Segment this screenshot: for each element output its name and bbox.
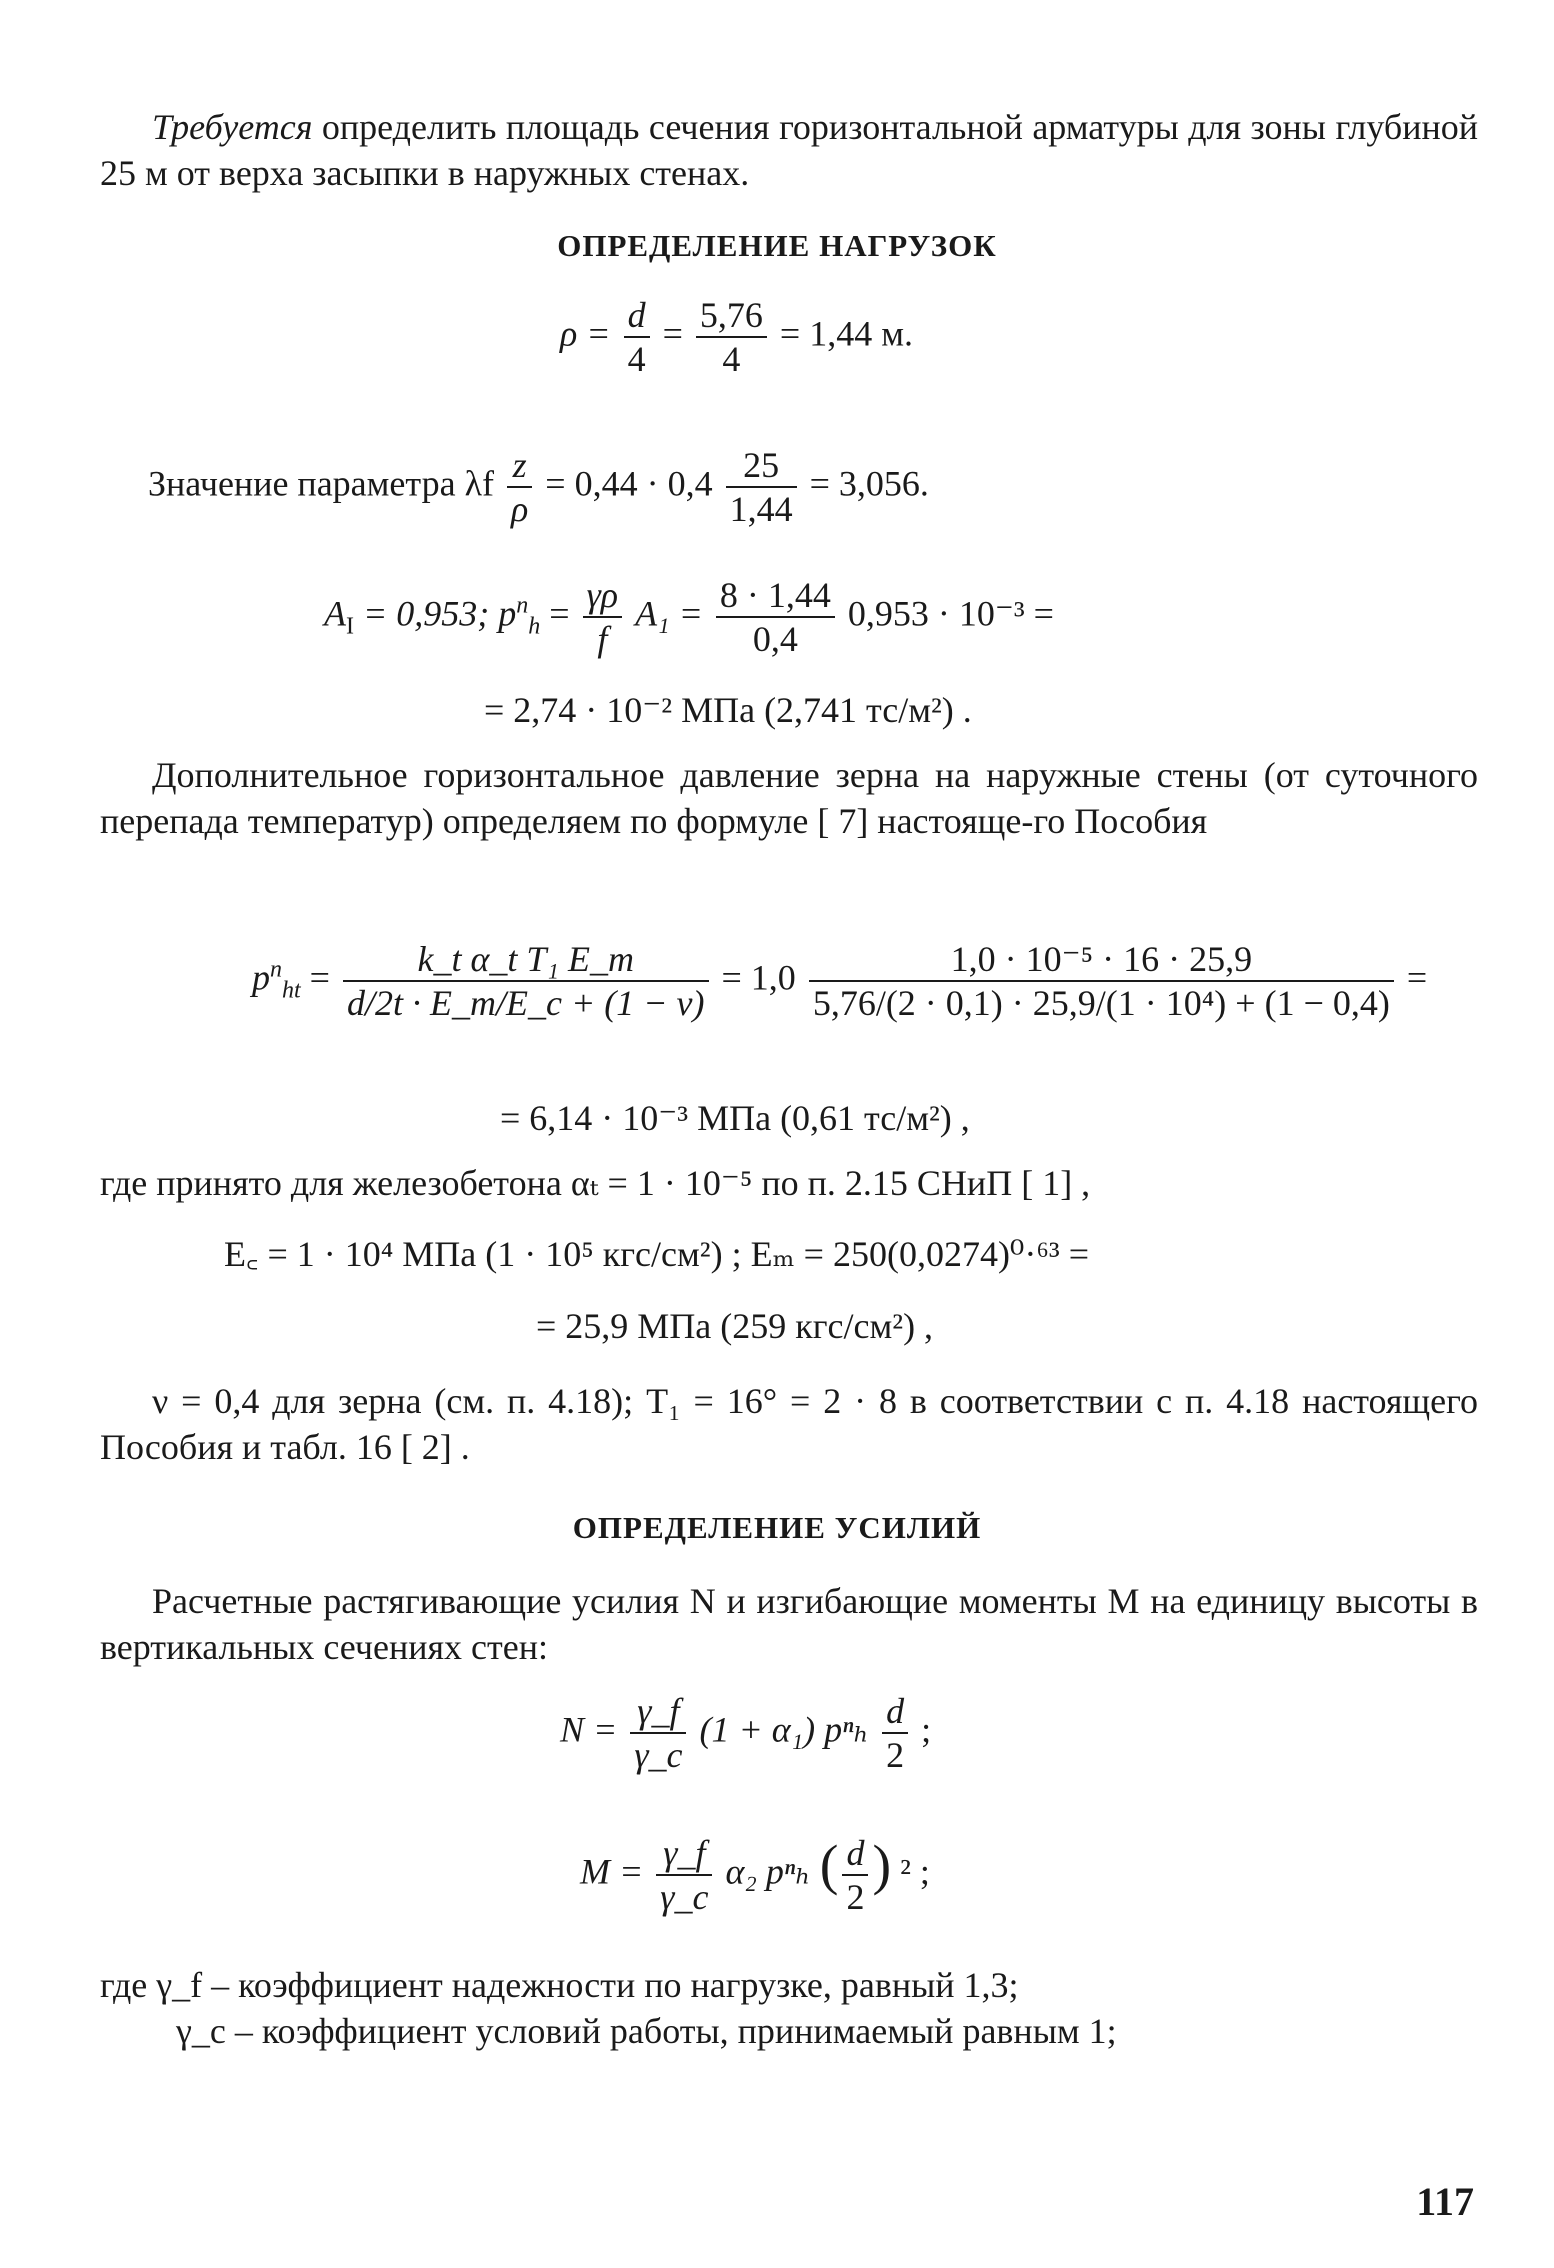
heading-forces: ОПРЕДЕЛЕНИЕ УСИЛИЙ [572,1510,982,1545]
eq-A1-eq: = [540,593,570,634]
eq-pht-sub: ht [282,977,301,1004]
equation-pht [252,938,1427,1024]
param-den2: 1,44 [729,489,793,529]
equation-Ec: E꜀ = 1 · 10⁴ МПа (1 · 10⁵ кгс/см²) ; Eₘ = 250(0,0274)⁰·⁶³ = [224,1234,1089,1274]
eq-M-frac2 [842,1832,868,1918]
paragraph-nu: ν = 0,4 для зерна (см. п. 4.18); T₁ = 16° = 2 · 8 в соответствии с п. 4.18 настоящего Пособия и табл. 16 [ 2] . [100,1381,1478,1467]
where-gamma-f: где γ_f – коэффициент надежности по нагрузке, равный 1,3; [100,1965,1019,2005]
equation-Ec-cont: = 25,9 МПа (259 кгс/см²) , [536,1306,934,1346]
equation-A1-cont: = 2,74 · 10⁻² МПа (2,741 тс/м²) . [484,690,972,730]
eq-A1-a: A [324,593,346,634]
eq-M-lhs: M = [580,1851,644,1892]
eq-N-frac2 [882,1690,908,1776]
param-frac1 [507,444,532,530]
eq-A1-rhs: 0,953 · 10⁻³ = [847,593,1054,634]
intro-text: определить площадь сечения горизонтальной арматуры для зоны глубиной 25 м от верха засыпки в наружных стенах. [100,107,1478,193]
eq-M-rparen: ) [872,1834,892,1897]
eq-pht-eq: = [300,957,330,998]
eq-A1-frac2 [716,574,835,660]
eq-rho-den1: 4 [627,339,646,379]
eq-N-num2: d [882,1690,908,1734]
param-rhs: = 3,056. [809,463,929,504]
equation-N [560,1690,931,1776]
param-den: ρ [511,489,529,529]
eq-rho-num1: d [624,294,650,338]
intro-emphasis: Требуется [152,107,313,147]
eq-pht-num2: 1,0 · 10⁻⁵ · 16 · 25,9 [809,938,1394,982]
eq-A1-den1: f [597,619,608,659]
eq-N-rhs: ; [921,1709,932,1750]
eq-M-den2: 2 [846,1877,865,1917]
eq-M-mid: α₂ pⁿₕ [725,1851,811,1892]
eq-N-mid: (1 + α₁) pⁿₕ [699,1709,870,1750]
equation-A1 [324,574,1054,660]
eq-pht-lhs: p [252,957,270,998]
eq-rho-frac1 [624,294,650,380]
eq-A1-num1: γρ [583,574,622,618]
eq-M-frac1 [656,1832,712,1918]
where-alpha: где принято для железобетона αₜ = 1 · 10⁻⁵ по п. 2.15 СНиП [ 1] , [100,1163,1091,1203]
param-num: z [507,444,532,488]
param-num2: 25 [726,444,797,488]
eq-rho-mid: = [662,313,683,354]
eq-A1-frac1 [583,574,622,660]
paragraph-additional: Дополнительное горизонтальное давление зерна на наружные стены (от суточного перепада температур) определяем по формуле [ 7] настояще-го Пособия [100,755,1478,841]
eq-pht-num1: k_t α_t T₁ E_m [343,938,709,982]
eq-A1-den2: 0,4 [752,619,798,659]
eq-A1-num2: 8 · 1,44 [716,574,835,618]
where-gamma-c: γ_c – коэффициент условий работы, принимаемый равным 1; [176,2011,1117,2051]
eq-N-den2: 2 [886,1735,905,1775]
eq-rho-lhs: ρ = [560,313,611,354]
eq-M-num2: d [842,1832,868,1876]
eq-N-num1: γ_f [630,1690,686,1734]
eq-pht-den2: 5,76/(2 · 0,1) · 25,9/(1 · 10⁴) + (1 − 0,4) [812,983,1390,1023]
eq-pht-frac1 [343,938,709,1024]
equation-param [148,444,929,530]
param-label: Значение параметра λf [148,463,495,504]
intro-paragraph [100,104,1478,196]
eq-rho-frac2 [696,294,767,380]
eq-N-lhs: N = [560,1709,618,1750]
paragraph-forces: Расчетные растягивающие усилия N и изгибающие моменты M на единицу высоты в вертикальных сечениях стен: [100,1581,1478,1667]
eq-A1-p-sup: n [516,592,529,619]
eq-rho-num2: 5,76 [696,294,767,338]
equation-M [580,1832,930,1918]
eq-M-num1: γ_f [656,1832,712,1876]
eq-pht-den1: d/2t · E_m/E_c + (1 − ν) [346,983,705,1023]
eq-N-frac1 [630,1690,686,1776]
page-number: 117 [1416,2179,1474,2224]
equation-pht-cont: = 6,14 · 10⁻³ МПа (0,61 тс/м²) , [500,1098,970,1138]
eq-pht-mid: = 1,0 [721,957,796,998]
heading-loads: ОПРЕДЕЛЕНИЕ НАГРУЗОК [557,228,997,263]
eq-M-rhs: ² ; [900,1851,930,1892]
eq-rho-rhs: = 1,44 м. [779,313,913,354]
eq-rho-den2: 4 [722,339,741,379]
eq-M-den1: γ_c [660,1877,709,1917]
eq-A1-a-sub: I [346,613,354,640]
equation-rho [560,294,913,380]
eq-M-lparen: ( [819,1834,839,1897]
eq-N-den1: γ_c [634,1735,683,1775]
eq-pht-rhs: = [1406,957,1428,998]
param-frac2 [726,444,797,530]
eq-A1-aval: = 0,953; p [354,593,517,634]
eq-pht-frac2 [809,938,1394,1024]
eq-A1-A1: A₁ = [635,593,703,634]
param-mid: = 0,44 · 0,4 [545,463,713,504]
eq-pht-sup: n [270,956,282,983]
eq-A1-p-sub: h [528,613,541,640]
